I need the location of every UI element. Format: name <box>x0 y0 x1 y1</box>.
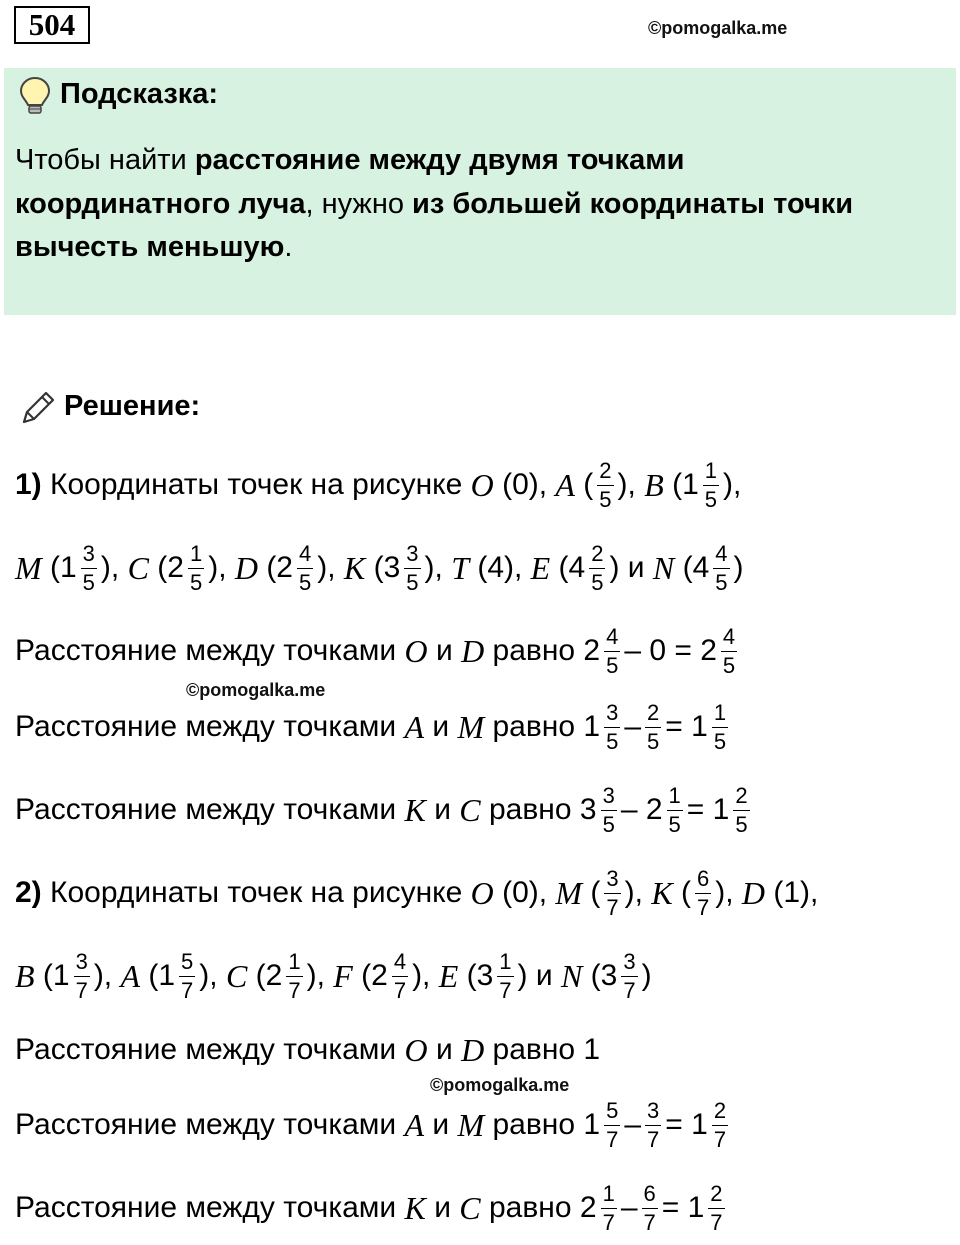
part1-distance-OD: Расстояние между точками O и D равно 2 $\frac{4}{5}$ – 0 = 2 $\frac{4}{5}$ <box>15 623 736 678</box>
lightbulb-icon <box>18 76 52 121</box>
part2-distance-KC: Расстояние между точками K и C равно 2 $\frac{1}{7}$ – $\frac{6}{7}$ = 1 $\frac{2}{7}$ <box>15 1180 723 1235</box>
part2-distance-AM: Расстояние между точками A и M равно 1 $\frac{5}{7}$ – $\frac{3}{7}$ = 1 $\frac{2}{7}$ <box>15 1097 727 1152</box>
watermark: ©pomogalka.me <box>186 680 326 700</box>
pencil-icon <box>18 388 58 433</box>
hint-line-2: координатного луча, нужно из большей координаты точки <box>15 188 854 220</box>
part2-coords-line-1: 2) Координаты точек на рисунке O (0), M ( $\frac{3}{7}$ ), K ( $\frac{6}{7}$ ), D (1), <box>15 865 819 920</box>
part1-coords-line-2: M (1 $\frac{3}{5}$ ), C (2 $\frac{1}{5}$ ), D (2 $\frac{4}{5}$ ), K (3 $\frac{3}{5}$ ), T (4), E (4 $\frac{2}{5}$ ) и N (4 $\frac{4}{5}$ ) <box>15 540 744 595</box>
part1-distance-KC: Расстояние между точками K и C равно 3 $\frac{3}{5}$ – 2 $\frac{1}{5}$ = 1 $\frac{2}{5}$ <box>15 782 748 837</box>
solution-title: Решение: <box>64 390 201 422</box>
hint-line-3: вычесть меньшую. <box>15 231 293 263</box>
hint-line-1: Чтобы найти расстояние между двумя точками <box>15 144 685 176</box>
hint-title: Подсказка: <box>60 78 219 110</box>
part1-distance-AM: Расстояние между точками A и M равно 1 $\frac{3}{5}$ – $\frac{2}{5}$ = 1 $\frac{1}{5}$ <box>15 699 727 754</box>
task-number: 504 <box>14 6 90 44</box>
watermark: ©pomogalka.me <box>648 18 788 38</box>
watermark: ©pomogalka.me <box>430 1075 570 1095</box>
part2-coords-line-2: B (1 $\frac{3}{7}$ ), A (1 $\frac{5}{7}$ ), C (2 $\frac{1}{7}$ ), F (2 $\frac{4}{7}$ ), E (3 $\frac{1}{7}$ ) и N (3 $\frac{3}{7}$ ) <box>15 948 652 1003</box>
part1-coords-line-1: 1) Координаты точек на рисунке O (0), A ( $\frac{2}{5}$ ), B (1 $\frac{1}{5}$ ), <box>15 457 742 512</box>
part2-distance-OD: Расстояние между точками O и D равно 1 <box>15 1031 601 1068</box>
